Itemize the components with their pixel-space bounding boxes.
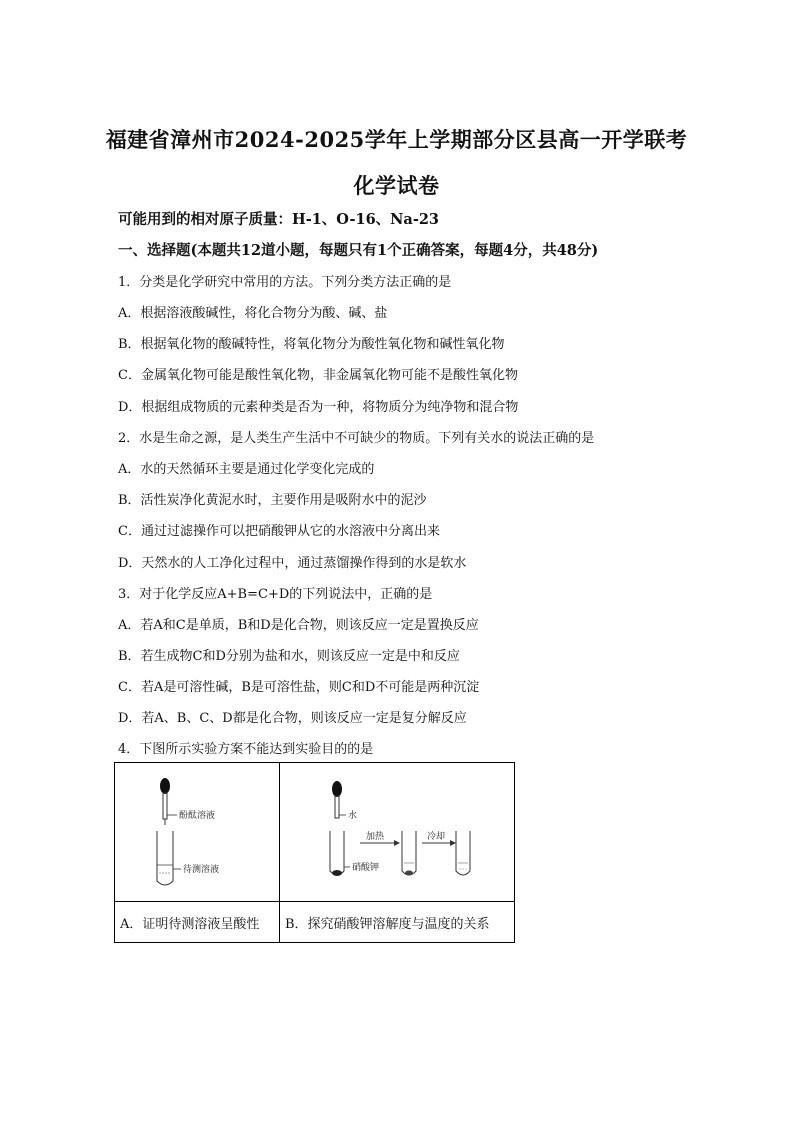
solubility-experiment-diagram	[280, 763, 514, 897]
figure-b-caption: B．探究硝酸钾溶解度与温度的关系	[280, 902, 515, 943]
question-option: B．若生成物C和D分别为盐和水，则该反应一定是中和反应	[118, 649, 460, 664]
atomic-mass-note: 可能用到的相对原子质量：H-1、O-16、Na-23	[118, 211, 440, 228]
question-option: D．若A、B、C、D都是化合物，则该反应一定是复分解反应	[118, 711, 467, 726]
dropper-test-tube-diagram	[115, 763, 279, 897]
dropper-label: 酚酞溶液	[179, 811, 216, 821]
experiment-figure-table	[114, 762, 515, 943]
dropper-tube	[335, 796, 339, 818]
question-stem: 1．分类是化学研究中常用的方法。下列分类方法正确的是	[118, 275, 452, 290]
question-option: C．若A是可溶性碱，B是可溶性盐，则C和D不可能是两种沉淀	[118, 680, 480, 695]
kno3-label: 硝酸钾	[352, 863, 380, 873]
dropper-tube	[163, 793, 167, 819]
figure-a-cell	[115, 763, 280, 902]
question-option: C．通过过滤操作可以把硝酸钾从它的水溶液中分离出来	[118, 524, 440, 539]
question-option: C．金属氧化物可能是酸性氧化物，非金属氧化物可能不是酸性氧化物	[118, 368, 518, 383]
question-stem: 2．水是生命之源，是人类生产生活中不可缺少的物质。下列有关水的说法正确的是	[118, 431, 595, 446]
question-option: D．天然水的人工净化过程中，通过蒸馏操作得到的水是软水	[118, 556, 467, 571]
test-tube-2	[402, 831, 416, 875]
figure-b-cell	[280, 763, 515, 902]
question-option: A．水的天然循环主要是通过化学变化完成的	[118, 462, 375, 477]
test-tube-label: 待测溶液	[183, 865, 220, 875]
water-label: 水	[348, 811, 358, 821]
question-stem: 4．下图所示实验方案不能达到实验目的的是	[118, 742, 374, 757]
question-stem: 3．对于化学反应A+B=C+D的下列说法中，正确的是	[118, 587, 433, 602]
section-heading: 一、选择题(本题共12道小题，每题只有1个正确答案，每题4分，共48分)	[118, 242, 599, 259]
question-option: A．根据溶液酸碱性，将化合物分为酸、碱、盐	[118, 306, 388, 321]
test-tube-3	[456, 831, 470, 875]
cooling-label: 冷却	[427, 832, 446, 842]
test-tube-1	[330, 831, 344, 875]
question-option: D．根据组成物质的元素种类是否为一种，将物质分为纯净物和混合物	[118, 400, 519, 415]
question-option: B．根据氧化物的酸碱特性，将氧化物分为酸性氧化物和碱性氧化物	[118, 337, 505, 352]
dropper-bulb	[332, 781, 342, 797]
heating-label: 加热	[366, 832, 385, 842]
question-option: A．若A和C是单质，B和D是化合物，则该反应一定是置换反应	[118, 618, 479, 633]
figure-a-caption: A．证明待测溶液呈酸性	[115, 902, 280, 943]
question-option: B．活性炭净化黄泥水时，主要作用是吸附水中的泥沙	[118, 493, 427, 508]
test-tube	[157, 831, 173, 885]
exam-title-line1: 福建省漳州市2024-2025学年上学期部分区县高一开学联考	[105, 127, 688, 152]
dropper-bulb	[160, 778, 170, 794]
exam-title-line2: 化学试卷	[353, 173, 440, 198]
